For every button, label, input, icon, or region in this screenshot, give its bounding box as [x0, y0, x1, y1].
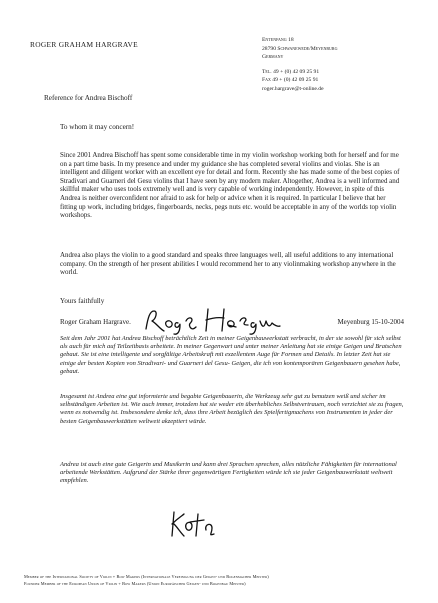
reference-line: Reference for Andrea Bischoff	[44, 94, 133, 102]
closing: Yours faithfully	[60, 297, 105, 305]
letterhead-name: ROGER GRAHAM HARGRAVE	[30, 40, 138, 49]
german-paragraph: Insgesamt ist Andrea eine gut informierte und begabte Geigenbauerin, die Werkzeug sehr gut zu benutzen weiß und sicher im selbständigen Arbeiten ist. Wie auch immer, trotzdem hat sie weder ein überhebliches Selbstvertrauen, noch verzichtet sie zu fragen, wenn es notwendig ist. Insbesondere denke ich, dass ihre Arbeit bezüglich des Spielfertigmachens von Instrumenten in jeder der besten Geigenbauwerkstätten weltweit akzeptiert würde.	[60, 393, 404, 425]
address-email: roger.hargrave@t-online.de	[262, 85, 324, 92]
salutation: To whom it may concern!	[60, 123, 135, 131]
address-fax: Fax 49 + (0) 42 09 25 91	[262, 77, 319, 84]
handwritten-signature	[142, 303, 282, 337]
german-paragraph: Andrea ist auch eine gute Geigerin und Musikerin und kann drei Sprachen sprechen, alles nützliche Fähigkeiten für international arbeitende Werkstätten. Aufgrund der Stärke ihrer gegenwärtigen Fertigkeiten würde ich sie jeder Geigenbauwerkstatt weltweit empfehlen.	[60, 461, 397, 485]
footer-founder: Founder Member of the European Union of Violin + Bow Makers (Union Europäischer Geigen- und Bogenbau Meister)	[24, 581, 246, 586]
address-tel: Tel. 49 + (0) 42 09 25 91	[262, 68, 320, 75]
english-paragraph: Since 2001 Andrea Bischoff has spent some considerable time in my violin workshop working both for herself and for me on a part time basis. In my presence and under my guidance she has completed several violins and violas. She is an intelligent and diligent worker with an excellent eye for detail and form. Recently she has made some of the best copies of Stradivari and Guarneri del Gesu violins that I have seen by any modern maker. Altogether, Andrea is a well informed and skillful maker who uses tools extremely well and is very capable of working independently. However, in spite of this Andrea is neither overconfident nor afraid to ask for help or advice when it is required. In particular I believe that her fitting up work, including bridges, fingerboards, necks, pegs nuts etc. would be acceptable in any of the worlds top violin workshops.	[60, 151, 400, 220]
address-street: Entenfang 18	[262, 37, 294, 43]
footer	[24, 573, 424, 587]
english-paragraph: Andrea also plays the violin to a good standard and speaks three languages well, all useful additions to any international company. On the strength of her present abilities I would recommend her to any violinmaking workshop anywhere in the world.	[60, 251, 396, 277]
place-date: Meyenburg 15-10-2004	[337, 318, 404, 326]
signer-name: Roger Graham Hargrave.	[60, 318, 131, 326]
german-paragraph: Seit dem Jahr 2001 hat Andrea Bischoff beträchtlich Zeit in meiner Geigenbauwerkstatt verbracht, in der sie sowohl für sich selbst als auch für mich auf Teilzeitbasis arbeitete. In meiner Gegenwart und unter meiner Anleitung hat sie einige Geigen und Bratschen gebaut. Sie ist eine intelligente und sorgfältige Arbeitskraft mit exzellentem Auge für Formen und Details. In letzter Zeit hat sie einige der besten Kopien von Stradivari- und Guarneri del Gesu- Geigen, die ich von kontemporären Geigenbauern gesehen habe, gebaut.	[60, 335, 402, 375]
footer-membership: Member of the International Society of Violin + Bow Makers (Internationale Vereinigung der Geigen- und Bogenmacher Meister)	[24, 574, 269, 579]
letterhead-address	[262, 36, 337, 94]
address-country: Germany	[262, 54, 284, 61]
address-city: 28790 Schwanewede/Meyenburg	[262, 45, 338, 52]
handwritten-initials	[168, 508, 216, 540]
